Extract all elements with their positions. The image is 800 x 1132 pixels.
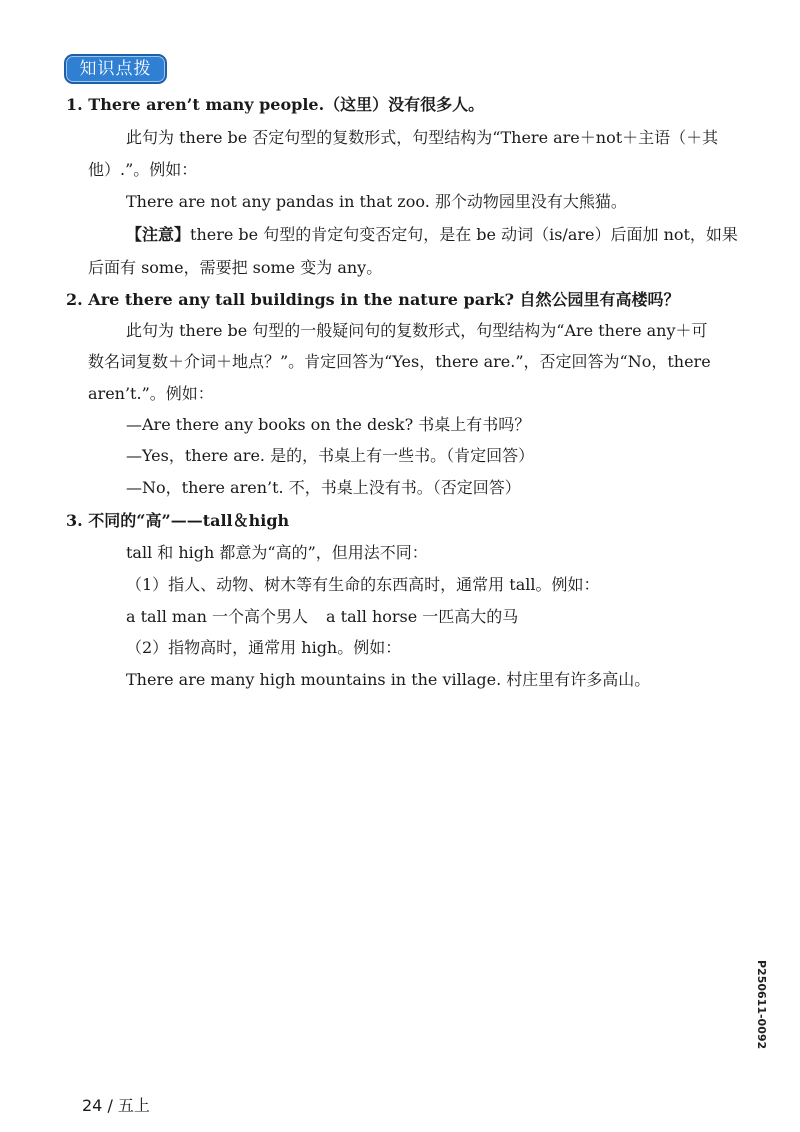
s3-line-2: （1）指人、动物、树木等有生命的东西高时，通常用 tall。例如： — [126, 575, 600, 594]
note-text: there be 句型的肯定句变否定句，是在 be 动词（is/are）后面加 not，如果 — [190, 225, 738, 244]
s2-paragraph-line-3: aren’t.”。例如： — [88, 384, 214, 403]
s3-line-3: （2）指物高时，通常用 high。例如： — [126, 638, 402, 657]
s1-paragraph-line-2: 他）.”。例如： — [88, 160, 198, 179]
heading-1 — [66, 95, 484, 115]
heading-2-text: Are there any tall buildings in the nature park? 自然公园里有高楼吗？ — [88, 290, 680, 309]
heading-3 — [66, 511, 289, 531]
s1-paragraph-line-1: 此句为 there be 否定句型的复数形式，句型结构为“There are＋not＋主语（＋其 — [126, 128, 719, 147]
page-footer: 24 / 五上 — [82, 1096, 150, 1115]
s2-example-1: —Are there any books on the desk? 书桌上有书吗？ — [126, 415, 531, 434]
side-code: P250611-0092 — [755, 960, 768, 1050]
heading-2 — [66, 290, 680, 310]
heading-3-text: 不同的“高”——tall＆high — [88, 511, 290, 530]
s3-example-b: a tall horse 一匹高大的马 — [326, 607, 519, 626]
s3-examples — [126, 607, 518, 627]
s1-note-line-1 — [126, 225, 738, 245]
heading-1-number: 1. — [66, 95, 83, 114]
s3-line-4: There are many high mountains in the village. 村庄里有许多高山。 — [126, 670, 651, 689]
section-badge: 知识点拨 — [64, 54, 167, 84]
note-tag: 【注意】 — [126, 225, 191, 244]
heading-3-number: 3. — [66, 511, 83, 530]
heading-1-text: There aren’t many people.（这里）没有很多人。 — [88, 95, 485, 114]
s2-paragraph-line-2: 数名词复数＋介词＋地点？”。肯定回答为“Yes，there are.”，否定回答为“No，there — [88, 352, 711, 371]
s2-example-2: —Yes，there are. 是的，书桌上有一些书。（肯定回答） — [126, 446, 535, 465]
s3-line-1: tall 和 high 都意为“高的”，但用法不同： — [126, 543, 428, 562]
s3-example-a: a tall man 一个高个男人 — [126, 607, 309, 626]
s1-note-line-2: 后面有 some，需要把 some 变为 any。 — [88, 258, 383, 277]
s2-paragraph-line-1: 此句为 there be 句型的一般疑问句的复数形式，句型结构为“Are there any＋可 — [126, 321, 708, 340]
s2-example-3: —No，there aren’t. 不，书桌上没有书。（否定回答） — [126, 478, 521, 497]
s1-example: There are not any pandas in that zoo. 那个动物园里没有大熊猫。 — [126, 192, 627, 211]
heading-2-number: 2. — [66, 290, 83, 309]
